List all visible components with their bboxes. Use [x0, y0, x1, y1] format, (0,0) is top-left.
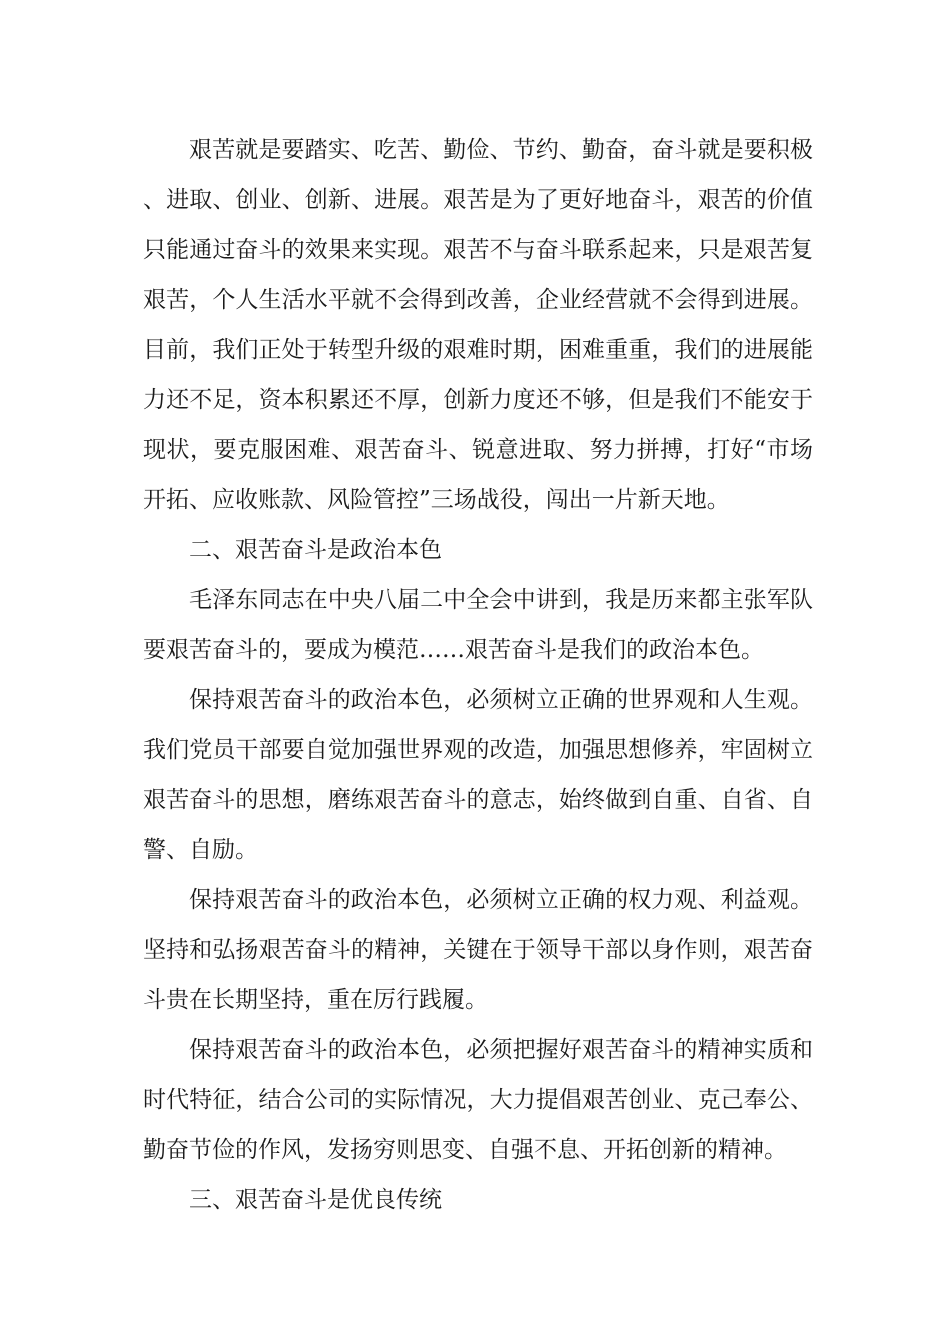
- paragraph-worldview: 保持艰苦奋斗的政治本色，必须树立正确的世界观和人生观。我们党员干部要自觉加强世界观的改造，加强思想修养，牢固树立艰苦奋斗的思想，磨练艰苦奋斗的意志，始终做到自重、自省、自警、自励。: [143, 687, 813, 863]
- document-body: [143, 125, 813, 1225]
- paragraph-power-view: 保持艰苦奋斗的政治本色，必须树立正确的权力观、利益观。坚持和弘扬艰苦奋斗的精神，关键在于领导干部以身作则，艰苦奋斗贵在长期坚持，重在厉行践履。: [143, 887, 813, 1013]
- paragraph-mao-quote: 毛泽东同志在中央八届二中全会中讲到，我是历来都主张军队要艰苦奋斗的，要成为模范……艰苦奋斗是我们的政治本色。: [143, 587, 813, 663]
- section-heading-political-color: 二、艰苦奋斗是政治本色: [189, 537, 442, 563]
- paragraph-hardship-definition: 艰苦就是要踏实、吃苦、勤俭、节约、勤奋，奋斗就是要积极、进取、创业、创新、进展。艰苦是为了更好地奋斗，艰苦的价值只能通过奋斗的效果来实现。艰苦不与奋斗联系起来，只是艰苦复艰苦，个人生活水平就不会得到改善，企业经营就不会得到进展。目前，我们正处于转型升级的艰难时期，困难重重，我们的进展能力还不足，资本积累还不厚，创新力度还不够，但是我们不能安于现状，要克服困难、艰苦奋斗、锐意进取、努力拼搏，打好“市场开拓、应收账款、风险管控”三场战役，闯出一片新天地。: [143, 137, 813, 513]
- section-heading-tradition: 三、艰苦奋斗是优良传统: [189, 1187, 442, 1213]
- paragraph-spirit-essence: 保持艰苦奋斗的政治本色，必须把握好艰苦奋斗的精神实质和时代特征，结合公司的实际情况，大力提倡艰苦创业、克己奉公、勤奋节俭的作风，发扬穷则思变、自强不息、开拓创新的精神。: [143, 1037, 813, 1163]
